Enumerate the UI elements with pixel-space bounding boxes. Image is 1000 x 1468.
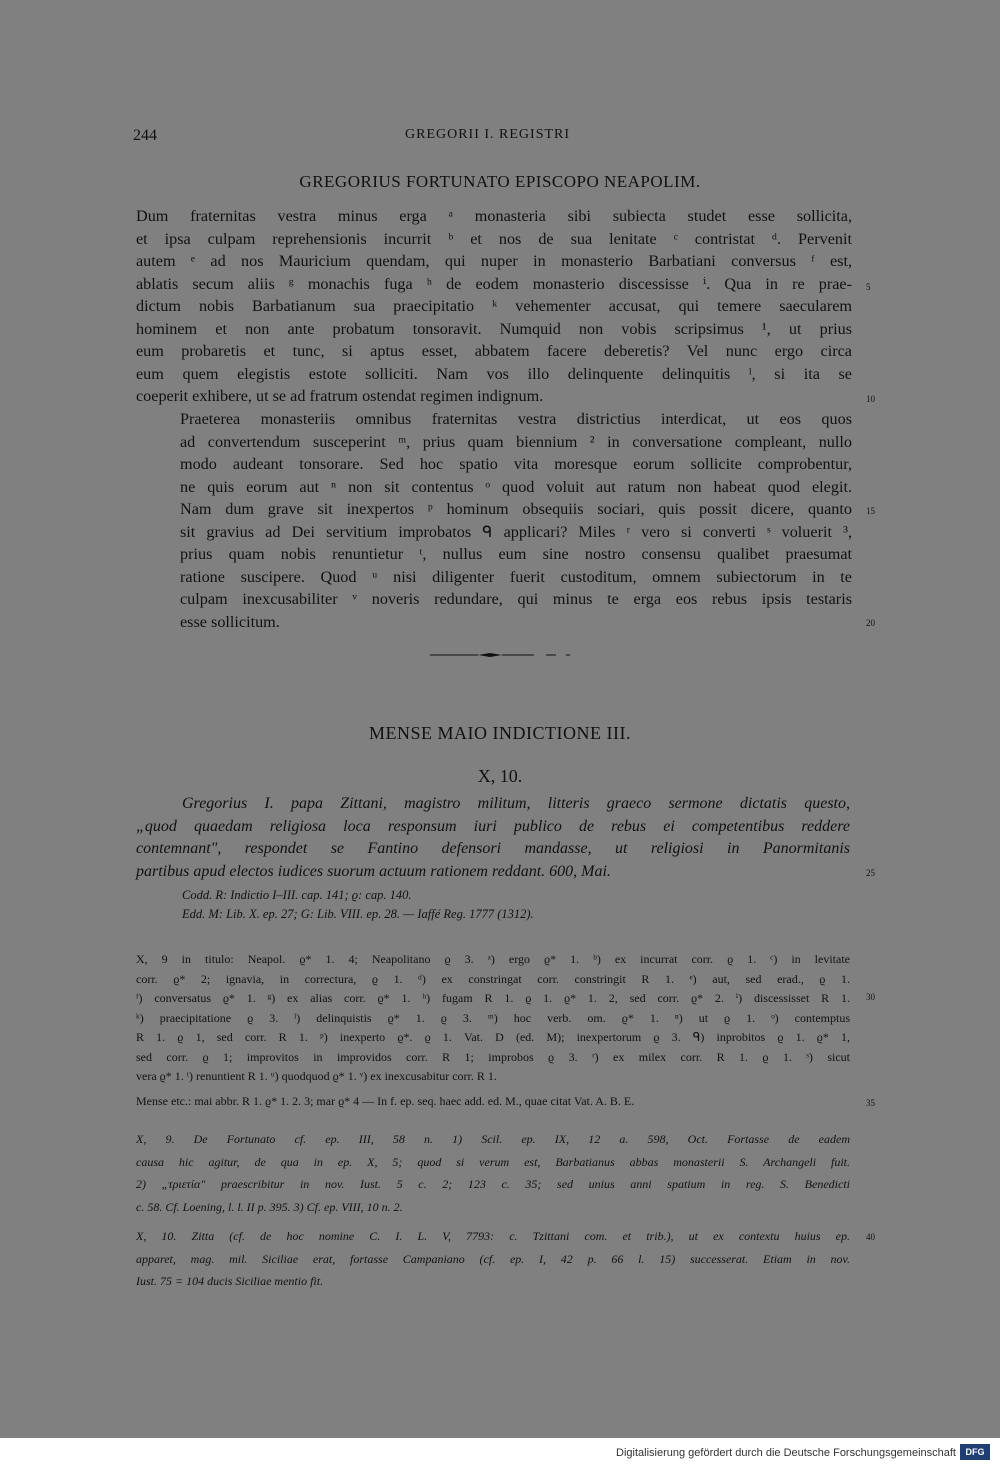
line-number: 35: [866, 1098, 875, 1108]
apparatus-line: sed corr. ϱ 1; improvitos in improvidos corr. R 1; improbos ϱ 3. ʳ) ex milex corr. R 1. ϱ 1. ˢ) sicut: [136, 1049, 850, 1064]
line-number: 40: [866, 1232, 875, 1242]
commentary-line: causa hic agitur, de qua in ep. X, 5; quod si verum est, Barbatianus abbas monasterii S. Archangeli fuit.: [136, 1154, 850, 1169]
codices-line: Codd. R: Indictio I–III. cap. 141; ϱ: cap. 140.: [182, 888, 412, 902]
apparatus-line: R 1. ϱ 1, sed corr. R 1. ᵖ) inexperto ϱ*. ϱ 1. Vat. D (ed. M); inexpertorum ϱ 3. ᑫ) inprobitos ϱ 1. ϱ* 1,: [136, 1030, 850, 1044]
text-line: Praeterea monasteriis omnibus fraternitas vestra districtius interdicat, ut eos quos: [180, 410, 852, 428]
line-number: 20: [866, 618, 875, 628]
critical-apparatus: [136, 950, 850, 1087]
text-line: eum probaretis et tunc, si aptus esset, abbatem facere deberetis? Vel nunc ergo circa: [136, 342, 852, 360]
text-line: ratione suscipere. Quod ᵘ nisi diligenter fuerit custoditum, omnem subiectorum in te: [180, 567, 852, 586]
commentary-line: apparet, mag. mil. Siciliae erat, fortasse Campaniano (cf. ep. I, 42 p. 66 l. 15) successerat. Etiam in nov.: [136, 1251, 850, 1266]
editions-line: Edd. M: Lib. X. ep. 27; G: Lib. VIII. ep. 28. — Iaffé Reg. 1777 (1312).: [182, 907, 534, 921]
manuscript-sources: [182, 886, 534, 924]
text-line: dictum nobis Barbatianum sua praecipitatio ᵏ vehementer accusat, qui temere saecularem: [136, 297, 852, 315]
commentary-line: 2) „τριετία" praescribitur in nov. Iust. 5 c. 2; 123 c. 35; sed unius anni spatium in reg. S. Benedicti: [136, 1177, 850, 1191]
commentary-line: X, 9. De Fortunato cf. ep. III, 58 n. 1) Scil. ep. IX, 12 a. 598, Oct. Fortasse de eadem: [136, 1132, 850, 1146]
text-line: modo audeant tonsorare. Sed hoc spatio vita moresque eorum sollicite comprobentur,: [180, 455, 852, 473]
commentary-note-1: [136, 1128, 850, 1218]
letter-paragraph-2: [136, 408, 852, 633]
line-number: 10: [866, 394, 875, 404]
line-number: 5: [866, 282, 871, 292]
summary-line: contemnant", respondet se Fantino defensori mandasse, ut religiosi in Panormitanis: [136, 840, 850, 857]
text-line: sit gravius ad Dei servitium improbatos ᑫ applicari? Miles ʳ vero si converti ˢ voluerit ³,: [180, 522, 852, 541]
document-number: X, 10.: [477, 766, 523, 786]
text-line: coeperit exhibere, ut se ad fratrum ostendat regimen indignum.: [136, 387, 544, 405]
commentary-line: Iust. 75 = 104 ducis Siciliae mentio fit.: [136, 1274, 324, 1288]
document-summary: [136, 793, 850, 883]
letter-title: GREGORIUS FORTUNATO EPISCOPO NEAPOLIM.: [299, 172, 701, 191]
footer-bar: [0, 1438, 1000, 1468]
summary-line: partibus apud electos iudices suorum actuum rationem reddant. 600, Mai.: [136, 862, 611, 880]
commentary-line: X, 10. Zitta (cf. de hoc nomine C. I. L. V, 7793: c. Tzittani com. et trib.), ut ex contextu huius ep.: [136, 1229, 850, 1243]
funding-credit: Digitalisierung gefördert durch die Deutsche Forschungsgemeinschaft: [616, 1447, 956, 1459]
apparatus-line: corr. ϱ* 2; ignavia, in correctura, ϱ 1. ᵈ) ex constringat corr. constringit R 1. ᵉ) aut, sed erad., ϱ 1.: [136, 971, 850, 986]
dfg-logo: DFG: [960, 1444, 990, 1460]
line-number: 25: [866, 868, 875, 878]
line-number: 30: [866, 992, 875, 1002]
mense-note: [136, 1092, 850, 1112]
text-line: prius quam nobis renuntietur ᵗ, nullus eum sine nostro consensu qualibet praesumat: [180, 545, 852, 563]
text-line: hominem et non ante probatum tonsoravit. Numquid non vobis scripsimus ¹, ut prius: [136, 319, 852, 338]
text-line: Nam dum grave sit inexpertos ᵖ hominum obsequiis sociari, quis possit dicere, quanto: [180, 500, 852, 518]
text-line: et ipsa culpam reprehensionis incurrit ᵇ et nos de sua lenitate ᶜ contristat ᵈ. Pervenit: [136, 229, 852, 248]
text-line: ablatis secum aliis ᵍ monachis fuga ʰ de eodem monasterio discessisse ⁱ. Qua in re prae-: [136, 274, 852, 293]
text-line: esse sollicitum.: [180, 612, 280, 631]
text-line: eum quem elegistis estote solliciti. Nam vos illo delinquente delinquitis ˡ, si ita se: [136, 364, 852, 383]
page-number: 244: [133, 127, 157, 144]
apparatus-line: vera ϱ* 1. ᵗ) renuntient R 1. ᵘ) quodquod ϱ* 1. ᵛ) ex inexcusabitur corr. R 1.: [136, 1069, 497, 1083]
text-line: ad convertendum susceperint ᵐ, prius quam biennium ² in conversatione compleant, nullo: [180, 432, 852, 451]
text-line: Dum fraternitas vestra minus erga ᵃ monasteria sibi subiecta studet esse sollicita,: [136, 207, 852, 225]
letter-paragraph-1: [136, 205, 852, 408]
text-line: culpam inexcusabiliter ᵛ noveris redundare, qui minus te erga eos rebus ipsis testaris: [180, 590, 852, 608]
apparatus-line: ᶠ) conversatus ϱ* 1. ᵍ) ex alias corr. ϱ* 1. ʰ) fugam R 1. ϱ 1. ϱ* 1. 2, sed corr. ϱ* 2. ⁱ) discessisset R 1.: [136, 991, 850, 1005]
apparatus-line: X, 9 in titulo: Neapol. ϱ* 1. 4; Neapolitano ϱ 3. ᵃ) ergo ϱ* 1. ᵇ) ex incurrat corr. ϱ 1. ᶜ) in levitate: [136, 952, 850, 966]
section-ornament: [430, 650, 570, 660]
summary-line: „quod quaedam religiosa loca responsum iuri publico de rebus ei competentibus reddere: [136, 817, 850, 835]
commentary-note-2: [136, 1225, 850, 1293]
commentary-line: c. 58. Cf. Loening, l. l. II p. 395. 3) Cf. ep. VIII, 10 n. 2.: [136, 1199, 403, 1214]
apparatus-line: ᵏ) praecipitatione ϱ 3. ˡ) delinquistis ϱ* 1. ϱ 3. ᵐ) hoc verb. om. ϱ* 1. ⁿ) ut ϱ 1. ᵒ) contemptus: [136, 1010, 850, 1025]
text-line: ne quis eorum aut ⁿ non sit contentus ᵒ quod voluit aut ratum non habeat quod elegit.: [180, 477, 852, 496]
summary-line: Gregorius I. papa Zittani, magistro militum, litteris graeco sermone dictatis questo,: [182, 795, 850, 812]
mense-line: Mense etc.: mai abbr. R 1. ϱ* 1. 2. 3; mar ϱ* 4 — In f. ep. seq. haec add. ed. M., quae citat Vat. A. B. E.: [136, 1094, 635, 1108]
text-line: autem ᵉ ad nos Mauricium quendam, qui nuper in monasterio Barbatiani conversus ᶠ est,: [136, 252, 852, 270]
running-title: GREGORII I. REGISTRI: [405, 127, 571, 142]
section-heading: MENSE MAIO INDICTIONE III.: [369, 723, 631, 743]
line-number: 15: [866, 506, 875, 516]
